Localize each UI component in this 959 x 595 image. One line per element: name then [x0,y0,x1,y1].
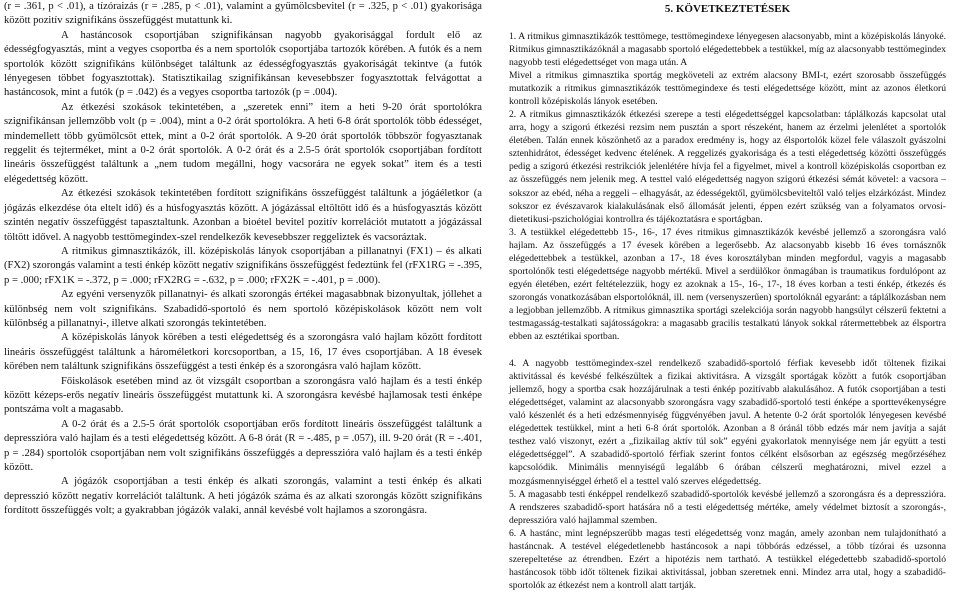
left-paragraph-9: A 0-2 órát és a 2.5-5 órát sportolók csoportjában erős fordított lineáris összefüggést találtunk a depresszióra való hajlam és a testi elégedettség között. A 6-8 órát (R = -.485, p = .057), ill. 9-20 órát (R = -.401, p = .284) sportolók csoportjában nem volt szignifikáns összefüggés a depresszióra való hajlam és a testi énkép között. [4,418,482,473]
left-paragraph-3: Az étkezési szokások tekintetében, a „szeretek enni” item a heti 9-20 órát sportolókra szignifikánsan jellemzőbb volt (p = .004), mint a 0-2 órát sportolókra. A heti 6-8 órát sportolók több édességet, mindemellett több gyümölcsöt ettek, mint a 0-2 órát sportolók. A 9-20 órát sportolók többször fogyasztanak reggelit és tejterméket, mint a 0-2 órát sportolók. A 0-2 órát és a 2.5-5 órát sportolók csoportjában fordított lineáris összefüggést találtunk a „nem tudom megállni, hogy vacsorára ne egyek sokat” item és a testi elégedettség között. [4,101,482,185]
conclusion-item-1-continued: Mivel a ritmikus gimnasztika sportág megköveteli az extrém alacsony BMI-t, ezért szorosabb összefüggés mutatkozik a ritmikus gimnasztikázók testtömegindexe és testi elégedettsége között, mint az azonos életkorú kontroll középiskolás lányok esetében. [509,70,946,108]
left-paragraph-5: A ritmikus gimnasztikázók, ill. középiskolás lányok csoportjában a pillanatnyi (FX1) – és alkati (FX2) szorongás valamint a testi énkép között negatív szignifikáns összefüggést fedeztünk fel (rFX1RG = -.395, p = .000; rFX1K = -.372, p = .000; rFX2RG = -.632, p = .000; rFX2K = -.401, p = .000). [4,245,482,286]
left-paragraph-2: A hastáncosok csoportjában szignifikánsan nagyobb gyakorisággal fordult elő az édességfogyasztás, mint a vegyes csoportba és a nem sportolók csoportjába tartozók körében. A futók és a nem sportolók között szignifikáns különbséget találtunk az édességfogyasztás gyakoriságát tekintve (a futók lényegesen többet fogyasztottak). Statisztikailag szignifikánsan kevesebbszer fogyasztottak felvágottat a hastáncosok, mint a futók (p = .042) és a vegyes csoportba tartozók (p = .004). [4,29,482,99]
left-paragraph-4: Az étkezési szokások tekintetében fordított szignifikáns összefüggést találtunk a jógáéletkor (a jógázás elkezdése óta eltelt idő) és a húsfogyasztás között. A jógázással eltöltött idő és a húsfogyasztás között szintén negatív összefüggést tapasztaltunk. Azonban a bioétel bevitel pozitív korrelációt mutatott a jógázással töltött idővel. A nagyobb testtömegindex-szel rendelkezők kevesebbszer reggeliztek és vacsoráztak. [4,188,482,243]
left-paragraph-7: A középiskolás lányok körében a testi elégedettség és a szorongásra való hajlam között fordított lineáris összefüggést találtunk a hároméletkori korcsoportban, a 15, 16, 17 éves csoportjában. A 18 évesek körében nem találtunk szignifikáns összefüggést a testi énkép és a szorongásra való hajlam között. [4,332,482,373]
conclusion-item-4: 4. A nagyobb testtömegindex-szel rendelkező szabadidő-sportoló férfiak kevesebb időt töltenek fizikai aktivitással és kevésbé felkészültek a fizikai aktivitásra. A vizsgált sportágak között a futók csoportjában jellemző, hogy a sportba csak hozzájárulnak a testi énkép pozitívabb alakulásához. A futók csoportjában a testi elégedettséget, valamint az alacsonyabb szorongásra vagy szabadidő-sportoló testi énképe a sporttevékenységre való készenlét és a heti edzésmennyiség függvényében javul. A hetente 0-2 órát sportolók lényegesen kevésbé elégedettek testükkel, mint a heti 6-8 órát sportolók. Azonban a 8 óránál több edzés már nem javítja a saját testhez való viszonyt, ezért a „fizikailag aktív túl sok” egyéni gyakorlatok mennyisége nem jár együtt a testi elégedettséggel”. A szabadidő-sportoló férfiak szerint fontos célként elsősorban az egészség megőrzéséhez kapcsolódik. Minimális mennyiségű legalább 6 órában célszerű meghatározni, mivel ezzel a mozgásmennyiséggel érhető el a testtel való szerves elégedettség. [509,358,946,487]
left-column [4,0,482,519]
left-paragraph-10: A jógázók csoportjában a testi énkép és alkati szorongás, valamint a testi énkép és alkati depresszió között negatív korrelációt találtunk. A heti jógázók száma és az alkati szorongás között szignifikáns fordított összefüggés volt; a gyakrabban jógázók valaki, annál kevésbé volt hajlamos a szorongásra. [4,476,482,517]
right-column [509,0,946,592]
left-paragraph-1: (r = .361, p < .01), a tízóraizás (r = .285, p < .01), valamint a gyümölcsbevitel (r = .325, p < .01) gyakorisága között pozitív szignifikáns összefüggést mutattunk ki. [4,1,482,27]
left-paragraph-8: Főiskolások esetében mind az öt vizsgált csoportban a szorongásra való hajlam és a testi énkép között kézeps-erős negatív lineáris összefüggést mutattunk ki. A szorongásra kevésbé hajlamosak testi énképe pontszáma volt a magasabb. [4,375,482,416]
conclusion-item-2: 2. A ritmikus gimnasztikázók étkezési szerepe a testi elégedettséggel kapcsolatban: táplálkozás kapcsolat utal arra, hogy a szigorú étkezési rezsim nem pusztán a sport részeként, hanem az érzelmi jelenlétet a sportolók életében. Talán ennek köszönhető az a paradox eredmény is, hogy az élsportolók közel fele válaszolt gyászolni sztenhidrátot, édességet kedvenc ételének. A reggelizés gyakorisága és a testi elégedettség közötti összefüggés pedig a szigorú étkezési restrikciók jelenlétére hívja fel a figyelmet, mivel a kontroll középiskolás csoportban ez az összefüggés nem jelenik meg. A testtel való elégedettség nagyon szigorú étkezési sémát követel: a vacsora – sokszor az ebéd, néha a reggeli – elhagyását, az édességektől, gyümölcsbeviteltől való teljes elzárkózást. Mindez sokszor ez évészavarok kialakulásának első állomását jelenti, éppen ezért szükség van a folyamatos orvosi-dietetikusi-pszichológiai kontrollra és tájékoztatásra e sportágban. [509,109,946,225]
conclusion-item-6: 6. A hastánc, mint legnépszerűbb magas testi elégedettség vonz magán, amely azonban nem tulajdonítható a hastáncnak. A testével elégedetlenebb hastáncosok a napi többórás edzéssel, a több tízórai és uzsonna szerepeltetése az étrendben. Ezért a hipotézis nem tartható. A testükkel elégedettebb szabadidő-sportoló hastáncosok több időt töltenek fizikai aktivitással, jobban szeretnek enni. Mindez arra utal, hogy a szabadidő-sportolók az étkezést nem a kontroll alatt tartják. [509,527,946,591]
conclusion-item-3: 3. A testükkel elégedettebb 15-, 16-, 17 éves ritmikus gimnasztikázók kevésbé jellemző a szorongásra való hajlam. Az összefüggés a 17 évesek körében a legerősebb. Az alacsonyabb kisebb 16 éves tornásznők elégedettebbek a testükkel, azonban a 17-, 18 éves korosztályban minden megfordul, vagyis a magasabb sportolónők testi elégedettsége nagyobb mértékű. Mivel a serdülőkor önmagában is traumatikus fordulópont az egyén életében, ezért feltételezzük, hogy ez azoknak a 15-, 16-, 17-, 18 éves korban a testi énkép, étkezés és szorongás vonatkozásában elsportolóknál, ill. nem (versenyszerűen) sportolóknál egyaránt: a táplálkozásban nem a legjobban jellemzőbb. A ritmikus gimnasztika sportági szelekciója során nagyobb hangsúlyt célszerű fektetni a testmagasság-testalkati sajátosságokra: a magasabb gracilis testalkatú lányok sokkal rátermettebbek az élsportra ebben az esztétikai sportban. [509,226,946,343]
section-heading: 5. KÖVETKEZTETÉSEK [664,3,791,15]
conclusion-item-1: 1. A ritmikus gimnasztikázók testtömege, testtömegindexe lényegesen alacsonyabb, mint a középiskolás lányoké. Ritmikus gimnasztikázóknál a magasabb sportoló elégedettebbek a testükkel, míg az alacsonyabb testtömegindex nagyobb testi elégedettséget von maga után. A [509,30,946,69]
left-paragraph-6: Az egyéni versenyzők pillanatnyi- és alkati szorongás értékei magasabbnak bizonyultak, jóllehet a különbség nem volt szignifikáns. Szabadidő-sportoló és nem sportoló középiskolások között nem volt különbség a pillanatnyi-, illetve alkati szorongás tekintetében. [4,289,482,329]
conclusion-item-5: 5. A magasabb testi énképpel rendelkező szabadidő-sportolók kevésbé jellemző a szorongásra és a depresszióra. A rendszeres szabadidő-sport hatására nő a testi elégedettség mértéke, amely védelmet biztosít a szorongás-, depresszióra való hajlammal szemben. [509,488,946,526]
